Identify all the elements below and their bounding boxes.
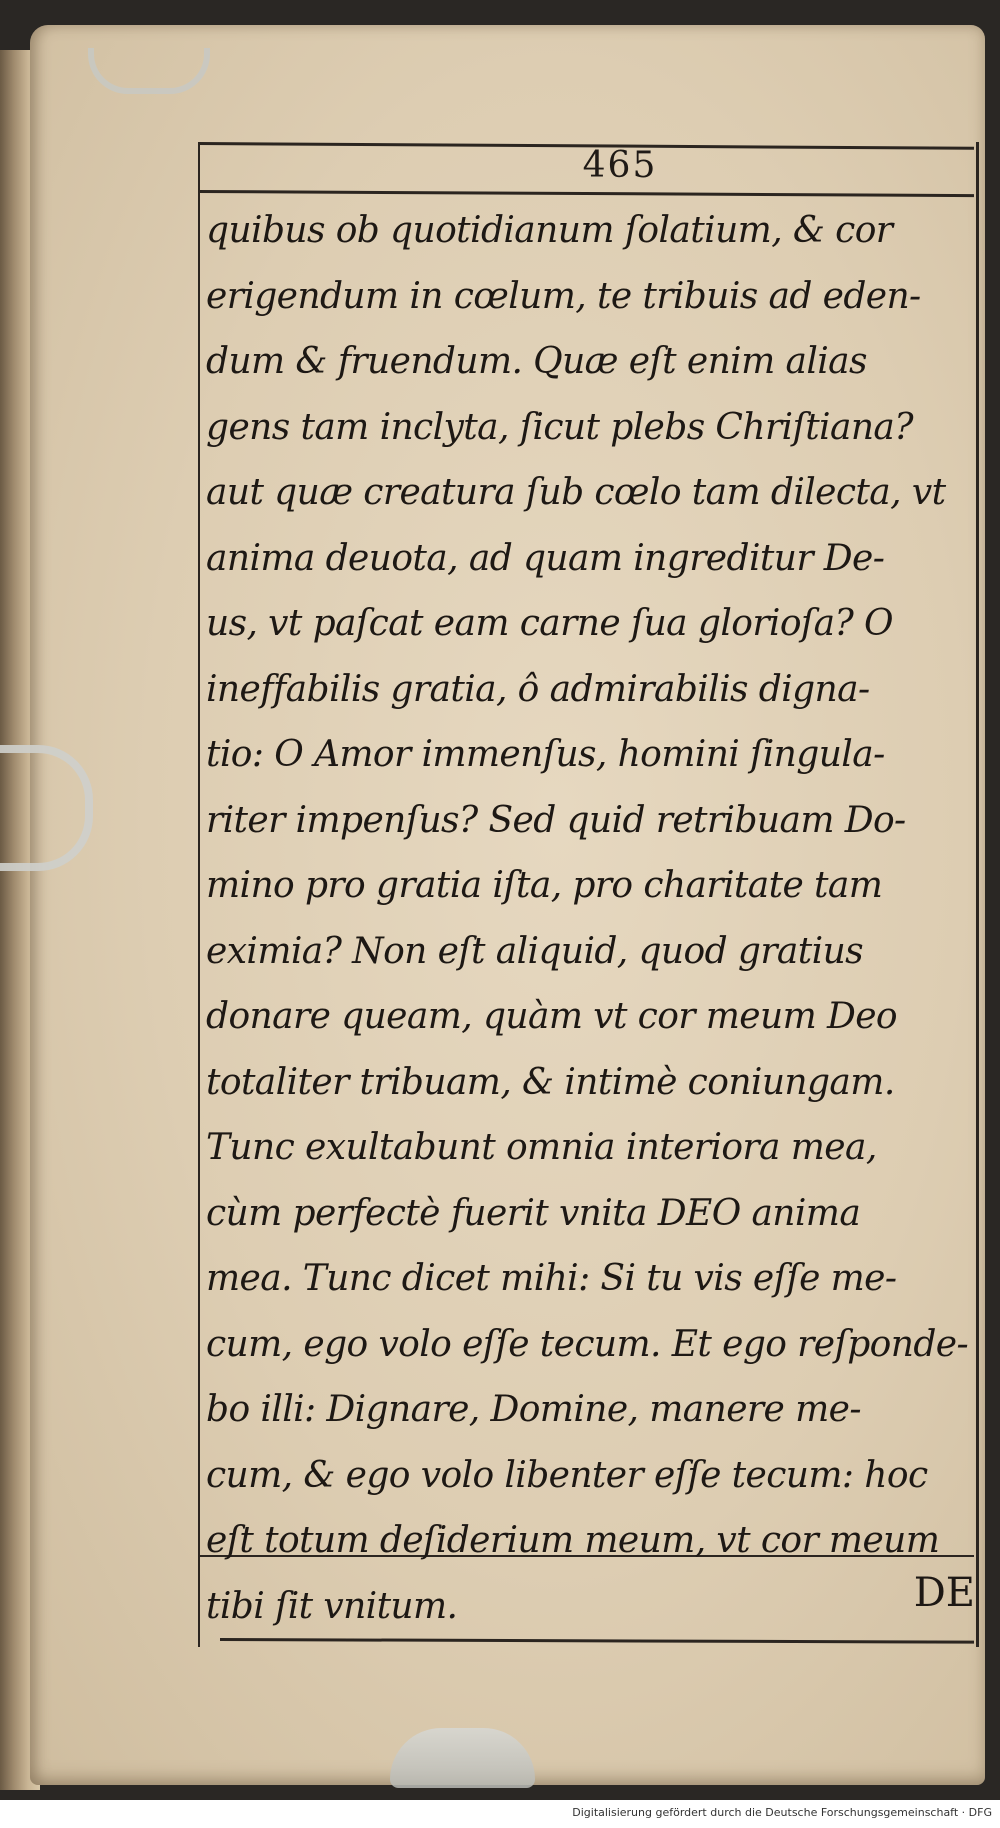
text-line: aut quæ creatura ſub cœlo tam dilecta, vt [206, 472, 946, 513]
clip-left [0, 745, 93, 871]
text-line: anima deuota, ad quam ingreditur De- [206, 537, 885, 579]
text-line: quibus ob quotidianum ſolatium, & cor [206, 210, 893, 251]
text-line: cùm perfectè fuerit vnita DEO anima [206, 1192, 861, 1234]
text-line: erigendum in cœlum, te tribuis ad eden- [206, 275, 921, 317]
text-line: mino pro gratia iſta, pro charitate tam [206, 865, 883, 906]
text-line: ineffabilis gratia, ô admirabilis digna- [206, 668, 870, 710]
text-line: dum & fruendum. Quæ eſt enim alias [206, 341, 867, 382]
clip-top [88, 48, 210, 94]
page-number: 465 [582, 145, 658, 186]
text-line: totaliter tribuam, & intimè coniungam. [206, 1061, 895, 1103]
text-line: gens tam inclyta, ſicut plebs Chriſtiana? [206, 406, 913, 448]
text-line: cum, ego volo eſſe tecum. Et ego reſponde- [206, 1323, 969, 1365]
text-line: tibi ſit vnitum. [206, 1585, 458, 1627]
catchword: DE [913, 1570, 975, 1616]
text-line: Tunc exultabunt omnia interiora mea, [206, 1127, 877, 1168]
text-line: donare queam, quàm vt cor meum Deo [206, 996, 898, 1037]
text-line: eximia? Non eſt aliquid, quod gratius [206, 930, 864, 972]
text-line: mea. Tunc dicet mihi: Si tu vis eſſe me- [206, 1258, 897, 1299]
clip-bottom [390, 1728, 535, 1788]
text-line: riter impenſus? Sed quid retribuam Do- [206, 799, 906, 841]
text-line: us, vt paſcat eam carne ſua glorioſa? O [206, 603, 893, 644]
text-line: eſt totum deſiderium meum, vt cor meum [206, 1520, 940, 1561]
text-line: cum, & ego volo libenter eſſe tecum: hoc [206, 1454, 928, 1496]
text-line: bo illi: Dignare, Domine, manere me- [206, 1389, 861, 1430]
body-text [206, 198, 974, 1639]
footer-credit: Digitalisierung gefördert durch die Deutsche Forschungsgemeinschaft · DFG [572, 1806, 992, 1819]
text-line: tio: O Amor immenſus, homini ſingula- [206, 734, 885, 775]
